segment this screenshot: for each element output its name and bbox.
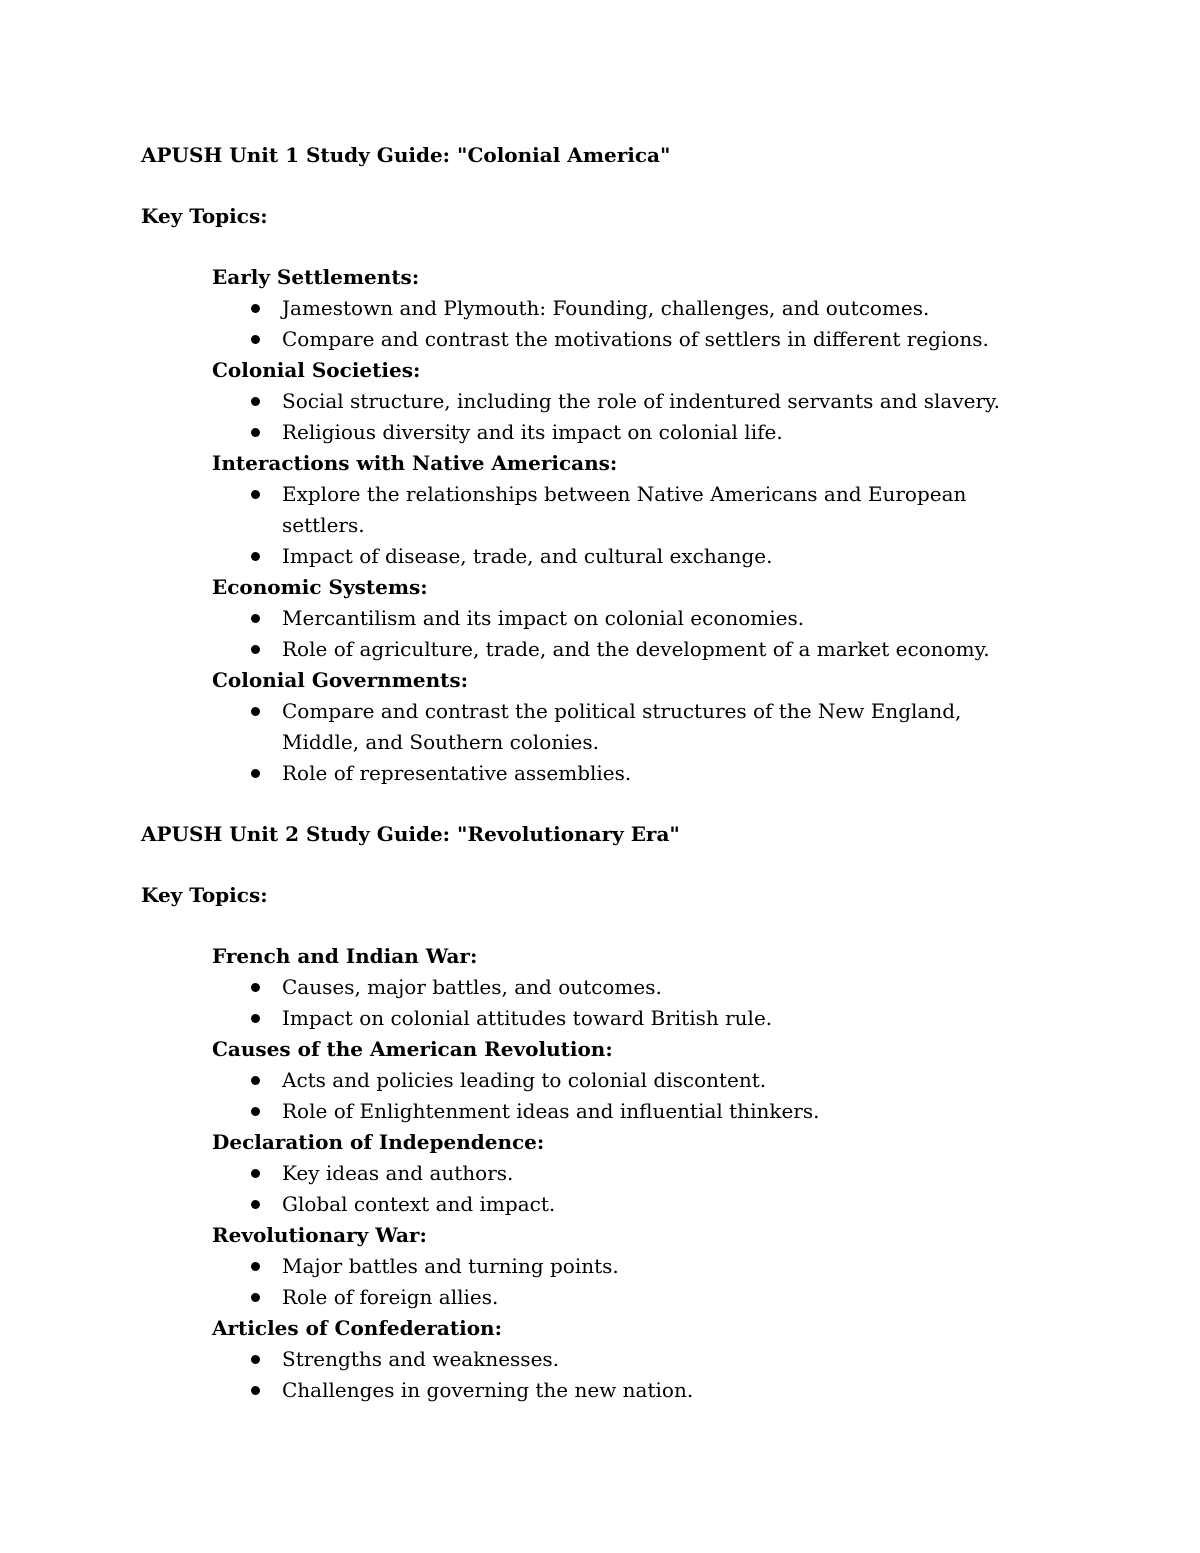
bullet-icon [251, 397, 260, 406]
key-topics-label: Key Topics: [141, 204, 268, 228]
bullet-icon [251, 335, 260, 344]
list-item-text: Role of agriculture, trade, and the development of a market economy. [282, 637, 990, 661]
list-item-text: Social structure, including the role of indentured servants and slavery. [282, 389, 1001, 413]
topic-heading: Declaration of Independence: [212, 1130, 545, 1154]
unit-2-section [141, 819, 1061, 1406]
bullet-list [212, 972, 1061, 1034]
list-item-text: Explore the relationships between Native Americans and European settlers. [282, 482, 967, 537]
topic-heading: Revolutionary War: [212, 1223, 427, 1247]
list-item-text: Compare and contrast the motivations of settlers in different regions. [282, 327, 989, 351]
bullet-list [212, 1344, 1061, 1406]
list-item-text: Compare and contrast the political structures of the New England, Middle, and Southern colonies. [282, 699, 962, 754]
bullet-icon [251, 1262, 260, 1271]
list-item [212, 541, 1042, 572]
list-item [212, 972, 1042, 1003]
unit-1-section [141, 140, 1061, 789]
list-item [212, 417, 1042, 448]
list-item-text: Global context and impact. [282, 1192, 556, 1216]
topic-block [212, 665, 1061, 789]
bullet-list [212, 293, 1061, 355]
topic-block [212, 448, 1061, 572]
bullet-list [212, 1251, 1061, 1313]
topic-heading: French and Indian War: [212, 944, 478, 968]
bullet-icon [251, 614, 260, 623]
list-item [212, 1282, 1042, 1313]
list-item [212, 1344, 1042, 1375]
bullet-list [212, 479, 1061, 572]
list-item [212, 1065, 1042, 1096]
list-item [212, 1251, 1042, 1282]
topic-heading: Colonial Governments: [212, 668, 469, 692]
list-item-text: Role of foreign allies. [282, 1285, 499, 1309]
list-item [212, 1158, 1042, 1189]
topic-list [141, 941, 1061, 1406]
key-topics-label: Key Topics: [141, 883, 268, 907]
list-item [212, 479, 1042, 541]
topic-heading: Causes of the American Revolution: [212, 1037, 613, 1061]
topic-heading: Colonial Societies: [212, 358, 421, 382]
list-item-text: Religious diversity and its impact on colonial life. [282, 420, 783, 444]
bullet-icon [251, 1076, 260, 1085]
bullet-icon [251, 1355, 260, 1364]
bullet-icon [251, 428, 260, 437]
list-item-text: Acts and policies leading to colonial discontent. [282, 1068, 767, 1092]
bullet-list [212, 696, 1061, 789]
topic-heading: Interactions with Native Americans: [212, 451, 618, 475]
topic-list [141, 262, 1061, 789]
topic-block [212, 355, 1061, 448]
topic-block [212, 941, 1061, 1034]
list-item-text: Challenges in governing the new nation. [282, 1378, 694, 1402]
list-item-text: Role of representative assemblies. [282, 761, 632, 785]
topic-block [212, 1127, 1061, 1220]
document-page [141, 140, 1061, 1406]
topic-block [212, 1313, 1061, 1406]
bullet-icon [251, 769, 260, 778]
topic-heading: Early Settlements: [212, 265, 420, 289]
list-item [212, 634, 1042, 665]
list-item-text: Major battles and turning points. [282, 1254, 619, 1278]
unit-title: APUSH Unit 1 Study Guide: "Colonial America" [141, 143, 671, 167]
bullet-list [212, 1158, 1061, 1220]
list-item [212, 696, 1042, 758]
bullet-icon [251, 1293, 260, 1302]
bullet-icon [251, 1107, 260, 1116]
list-item [212, 324, 1042, 355]
bullet-icon [251, 707, 260, 716]
list-item [212, 1003, 1042, 1034]
bullet-icon [251, 1169, 260, 1178]
list-item [212, 1189, 1042, 1220]
bullet-icon [251, 1014, 260, 1023]
list-item-text: Role of Enlightenment ideas and influential thinkers. [282, 1099, 820, 1123]
bullet-list [212, 603, 1061, 665]
list-item [212, 386, 1042, 417]
topic-heading: Articles of Confederation: [212, 1316, 502, 1340]
list-item [212, 293, 1042, 324]
topic-heading: Economic Systems: [212, 575, 428, 599]
list-item [212, 1096, 1042, 1127]
bullet-icon [251, 490, 260, 499]
bullet-list [212, 386, 1061, 448]
bullet-icon [251, 645, 260, 654]
bullet-icon [251, 1386, 260, 1395]
list-item-text: Strengths and weaknesses. [282, 1347, 560, 1371]
list-item-text: Jamestown and Plymouth: Founding, challenges, and outcomes. [282, 296, 930, 320]
bullet-icon [251, 1200, 260, 1209]
bullet-icon [251, 552, 260, 561]
topic-block [212, 262, 1061, 355]
list-item-text: Key ideas and authors. [282, 1161, 514, 1185]
list-item-text: Causes, major battles, and outcomes. [282, 975, 662, 999]
bullet-icon [251, 304, 260, 313]
unit-title: APUSH Unit 2 Study Guide: "Revolutionary Era" [141, 822, 680, 846]
topic-block [212, 572, 1061, 665]
bullet-icon [251, 983, 260, 992]
topic-block [212, 1220, 1061, 1313]
bullet-list [212, 1065, 1061, 1127]
topic-block [212, 1034, 1061, 1127]
list-item [212, 1375, 1042, 1406]
list-item [212, 603, 1042, 634]
list-item-text: Impact of disease, trade, and cultural exchange. [282, 544, 773, 568]
list-item-text: Mercantilism and its impact on colonial economies. [282, 606, 805, 630]
list-item-text: Impact on colonial attitudes toward British rule. [282, 1006, 773, 1030]
list-item [212, 758, 1042, 789]
